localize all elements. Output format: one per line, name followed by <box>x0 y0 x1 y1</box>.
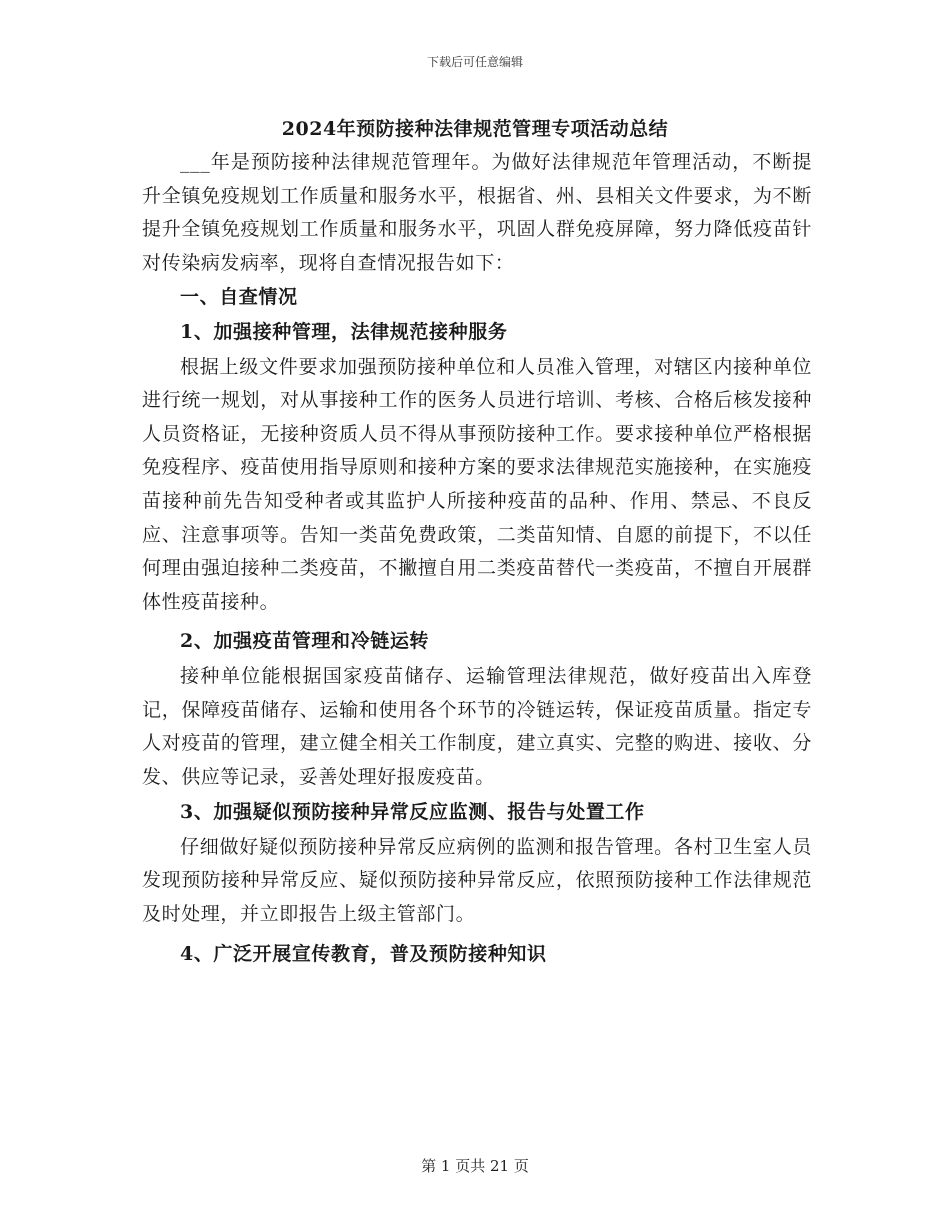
item3-heading: 3、加强疑似预防接种异常反应监测、报告与处置工作 <box>180 801 645 824</box>
item1-heading: 1、加强接种管理，法律规范接种服务 <box>180 320 508 343</box>
header-note: 下载后可任意编辑 <box>426 55 523 69</box>
intro-paragraph: ___年是预防接种法律规范管理年。为做好法律规范年管理活动，不断提升全镇免疫规划工作质量和服务水平，根据省、州、县相关文件要求，为不断提升全镇免疫规划工作质量和服务水平，巩固人群免疫屏障，努力降低疫苗针对传染病发病率，现将自查情况报告如下： <box>142 151 812 274</box>
item4-heading: 4、广泛开展宣传教育，普及预防接种知识 <box>180 942 547 965</box>
item1-body: 根据上级文件要求加强预防接种单位和人员准入管理，对辖区内接种单位进行统一规划，对从事接种工作的医务人员进行培训、考核、合格后核发接种人员资格证，无接种资质人员不得从事预防接种工作。要求接种单位严格根据免疫程序、疫苗使用指导原则和接种方案的要求法律规范实施接种，在实施疫苗接种前先告知受种者或其监护人所接种疫苗的品种、作用、禁忌、不良反应、注意事项等。告知一类苗免费政策，二类苗知情、自愿的前提下，不以任何理由强迫接种二类疫苗，不撇擅自用二类疫苗替代一类疫苗，不擅自开展群体性疫苗接种。 <box>142 355 812 613</box>
item2-heading: 2、加强疫苗管理和冷链运转 <box>180 630 430 653</box>
document-title: 2024年预防接种法律规范管理专项活动总结 <box>281 118 669 140</box>
section1-heading: 一、自查情况 <box>180 286 298 309</box>
item3-body: 仔细做好疑似预防接种异常反应病例的监测和报告管理。各村卫生室人员发现预防接种异常反应、疑似预防接种异常反应，依照预防接种工作法律规范及时处理，并立即报告上级主管部门。 <box>142 835 812 926</box>
item2-body: 接种单位能根据国家疫苗储存、运输管理法律规范，做好疫苗出入库登记，保障疫苗储存、运输和使用各个环节的冷链运转，保证疫苗质量。指定专人对疫苗的管理，建立健全相关工作制度，建立真实、完整的购进、接收、分发、供应等记录，妥善处理好报废疫苗。 <box>142 664 812 788</box>
document-body <box>142 146 812 971</box>
page-number: 第 1 页共 21 页 <box>421 1157 529 1175</box>
